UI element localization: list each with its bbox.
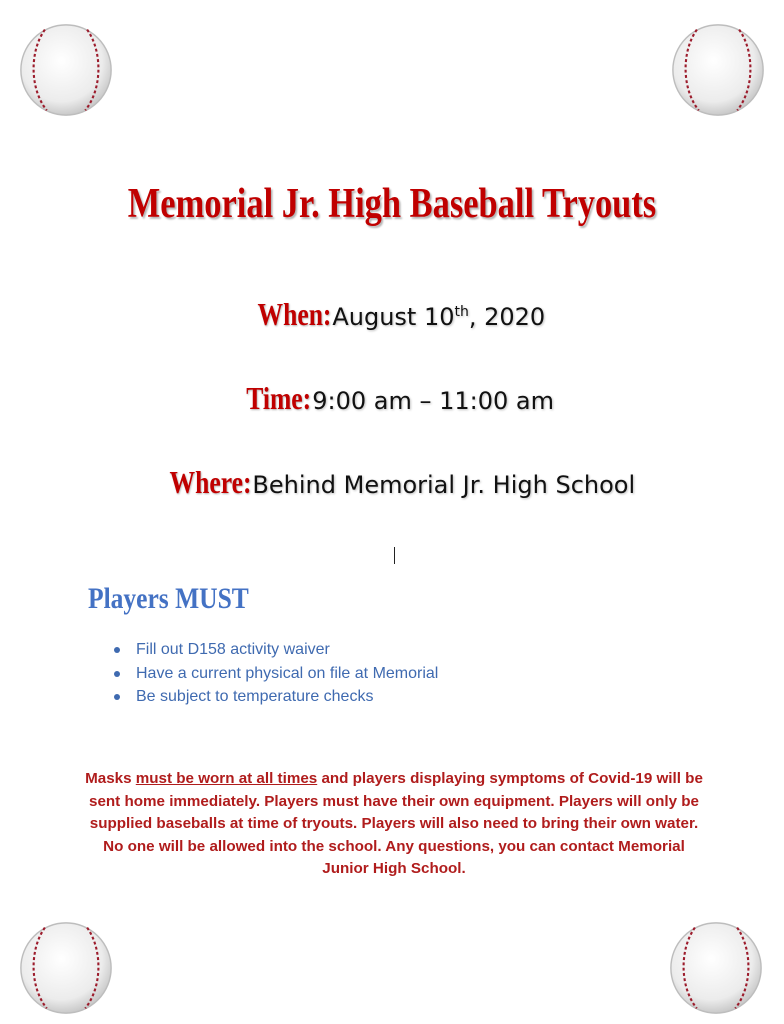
when-year: , 2020: [468, 303, 546, 331]
notice-text-start: Masks: [85, 770, 136, 787]
time-label: Time:: [246, 380, 312, 416]
baseball-icon: [18, 920, 114, 1016]
when-value: [332, 303, 545, 331]
list-item-text: Fill out D158 activity waiver: [136, 641, 330, 658]
requirements-list: [112, 638, 438, 709]
where-line: [0, 464, 784, 501]
baseball-icon: [18, 22, 114, 118]
when-line: [0, 296, 784, 333]
bullet-icon: [114, 694, 120, 700]
notice-text-rest: and players displaying symptoms of Covid-19 will be sent home immediately. Players must have their own equipment. Players will only be supplied baseballs at time of tryouts. Players will also need to bring their own water. No one will be allowed into the school. Any questions, you can contact Memorial Junior High School.: [89, 770, 703, 878]
players-heading: Players MUST: [88, 582, 249, 615]
list-item-text: Be subject to temperature checks: [136, 688, 374, 705]
when-date: August 10: [332, 303, 455, 331]
list-item: [112, 638, 438, 662]
time-line: [0, 380, 784, 417]
list-item: [112, 662, 438, 686]
page-title: Memorial Jr. High Baseball Tryouts: [127, 181, 657, 227]
baseball-icon: [668, 920, 764, 1016]
where-label: Where:: [169, 464, 252, 500]
bullet-icon: [114, 671, 120, 677]
list-item-text: Have a current physical on file at Memorial: [136, 664, 439, 682]
time-value: 9:00 am – 11:00 am: [312, 387, 554, 415]
notice-emphasis: must be worn at all times: [135, 770, 318, 787]
baseball-icon: [670, 22, 766, 118]
where-value: Behind Memorial Jr. High School: [252, 471, 636, 499]
bullet-icon: [114, 647, 120, 653]
when-date-suffix: th: [454, 304, 469, 320]
text-cursor: [394, 547, 395, 564]
list-item: [112, 685, 438, 709]
when-label: When:: [257, 296, 332, 332]
notice-paragraph: [80, 768, 708, 881]
